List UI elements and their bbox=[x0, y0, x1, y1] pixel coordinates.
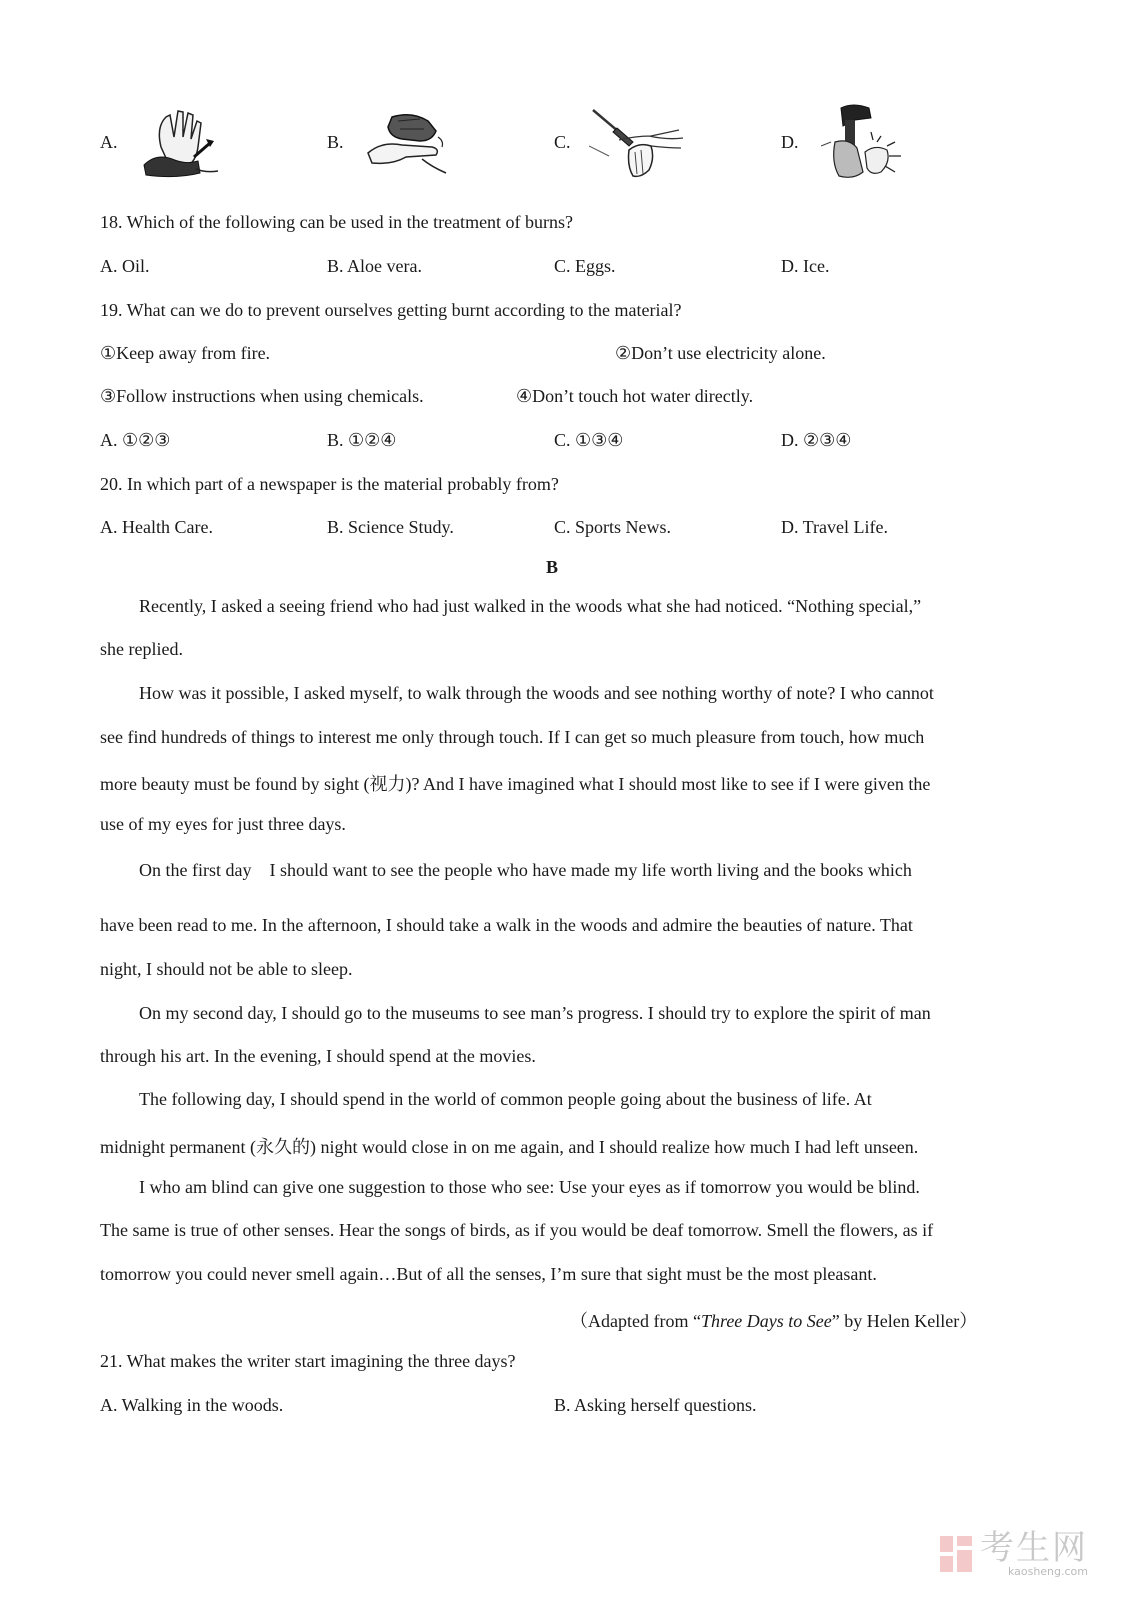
section-heading: B bbox=[546, 557, 559, 577]
passage-line: How was it possible, I asked myself, to walk through the woods and see nothing worthy of note? I who cannot bbox=[139, 683, 934, 703]
q20-option-b: B. Science Study. bbox=[327, 517, 454, 537]
q19-option-d: D. ②③④ bbox=[781, 430, 852, 450]
q18-option-c: C. Eggs. bbox=[554, 256, 616, 276]
q19-option-a: A. ①②③ bbox=[100, 430, 171, 450]
q19-option-b: B. ①②④ bbox=[327, 430, 397, 450]
hand-cut-by-knife-icon bbox=[589, 106, 689, 180]
hand-wrist-wound-icon bbox=[136, 107, 226, 179]
q20-stem: 20. In which part of a newspaper is the material probably from? bbox=[100, 474, 559, 494]
passage-line: tomorrow you could never smell again…But of all the senses, I’m sure that sight must be the most pleasant. bbox=[100, 1264, 877, 1284]
picture-option-d bbox=[781, 100, 909, 185]
passage-line: night, I should not be able to sleep. bbox=[100, 959, 353, 979]
q18-option-d: D. Ice. bbox=[781, 256, 830, 276]
passage-line: On the first day I should want to see the people who have made my life worth living and the books which bbox=[139, 860, 912, 880]
watermark-en: kaosheng.com bbox=[1007, 1565, 1088, 1578]
passage-line: use of my eyes for just three days. bbox=[100, 814, 346, 834]
passage-line: midnight permanent (永久的) night would close in on me again, and I should realize how much I had left unseen. bbox=[100, 1137, 919, 1157]
passage-line: The same is true of other senses. Hear the songs of birds, as if you would be deaf tomorrow. Smell the flowers, as if bbox=[100, 1220, 934, 1240]
passage-line: have been read to me. In the afternoon, I should take a walk in the woods and admire the beauties of nature. That bbox=[100, 915, 913, 935]
watermark-cn: 考生网 bbox=[980, 1528, 1088, 1568]
passage-line: The following day, I should spend in the world of common people going about the business of life. At bbox=[139, 1089, 872, 1109]
q19-statement-1: ①Keep away from fire. bbox=[100, 343, 271, 363]
q19-statement-3: ③Follow instructions when using chemicals. bbox=[100, 386, 424, 406]
hammer-hitting-hand-icon bbox=[817, 102, 909, 184]
q18-option-a: A. Oil. bbox=[100, 256, 150, 276]
passage-line: see find hundreds of things to interest me only through touch. If I can get so much pleasure from touch, how much bbox=[100, 727, 925, 747]
passage-line: she replied. bbox=[100, 639, 183, 659]
q19-option-c: C. ①③④ bbox=[554, 430, 624, 450]
passage-line: Recently, I asked a seeing friend who had just walked in the woods what she had noticed. “Nothing special,” bbox=[139, 596, 922, 616]
gloved-hand-bandaging-icon bbox=[362, 107, 454, 179]
q18-stem: 18. Which of the following can be used in the treatment of burns? bbox=[100, 212, 574, 232]
source-title: Three Days to See bbox=[700, 1311, 832, 1331]
kaosheng-logo-icon bbox=[938, 1534, 974, 1574]
source-prefix: （Adapted from “ bbox=[570, 1311, 701, 1331]
q21-stem: 21. What makes the writer start imagining the three days? bbox=[100, 1351, 516, 1371]
picture-option-a bbox=[100, 105, 226, 180]
passage-line: more beauty must be found by sight (视力)? And I have imagined what I should most like to see if I were given the bbox=[100, 774, 931, 794]
option-letter: A. bbox=[100, 132, 118, 152]
passage-line: through his art. In the evening, I should spend at the movies. bbox=[100, 1046, 536, 1066]
source-attribution bbox=[570, 1307, 977, 1333]
q20-option-d: D. Travel Life. bbox=[781, 517, 888, 537]
q19-stem: 19. What can we do to prevent ourselves getting burnt according to the material? bbox=[100, 300, 682, 320]
q19-statement-2: ②Don’t use electricity alone. bbox=[615, 343, 826, 363]
q20-option-c: C. Sports News. bbox=[554, 517, 672, 537]
source-suffix: ” by Helen Keller） bbox=[831, 1311, 978, 1331]
option-letter: B. bbox=[327, 132, 344, 152]
option-letter: D. bbox=[781, 132, 799, 152]
passage-line: On my second day, I should go to the museums to see man’s progress. I should try to explore the spirit of man bbox=[139, 1003, 931, 1023]
q20-option-a: A. Health Care. bbox=[100, 517, 213, 537]
q19-statement-4: ④Don’t touch hot water directly. bbox=[516, 386, 754, 406]
picture-option-b bbox=[327, 105, 454, 180]
q21-option-a: A. Walking in the woods. bbox=[100, 1395, 284, 1415]
picture-option-c bbox=[554, 105, 689, 180]
option-letter: C. bbox=[554, 132, 571, 152]
passage-line: I who am blind can give one suggestion to those who see: Use your eyes as if tomorrow you would be blind. bbox=[139, 1177, 920, 1197]
watermark bbox=[938, 1530, 1088, 1578]
q18-option-b: B. Aloe vera. bbox=[327, 256, 422, 276]
q21-option-b: B. Asking herself questions. bbox=[554, 1395, 757, 1415]
